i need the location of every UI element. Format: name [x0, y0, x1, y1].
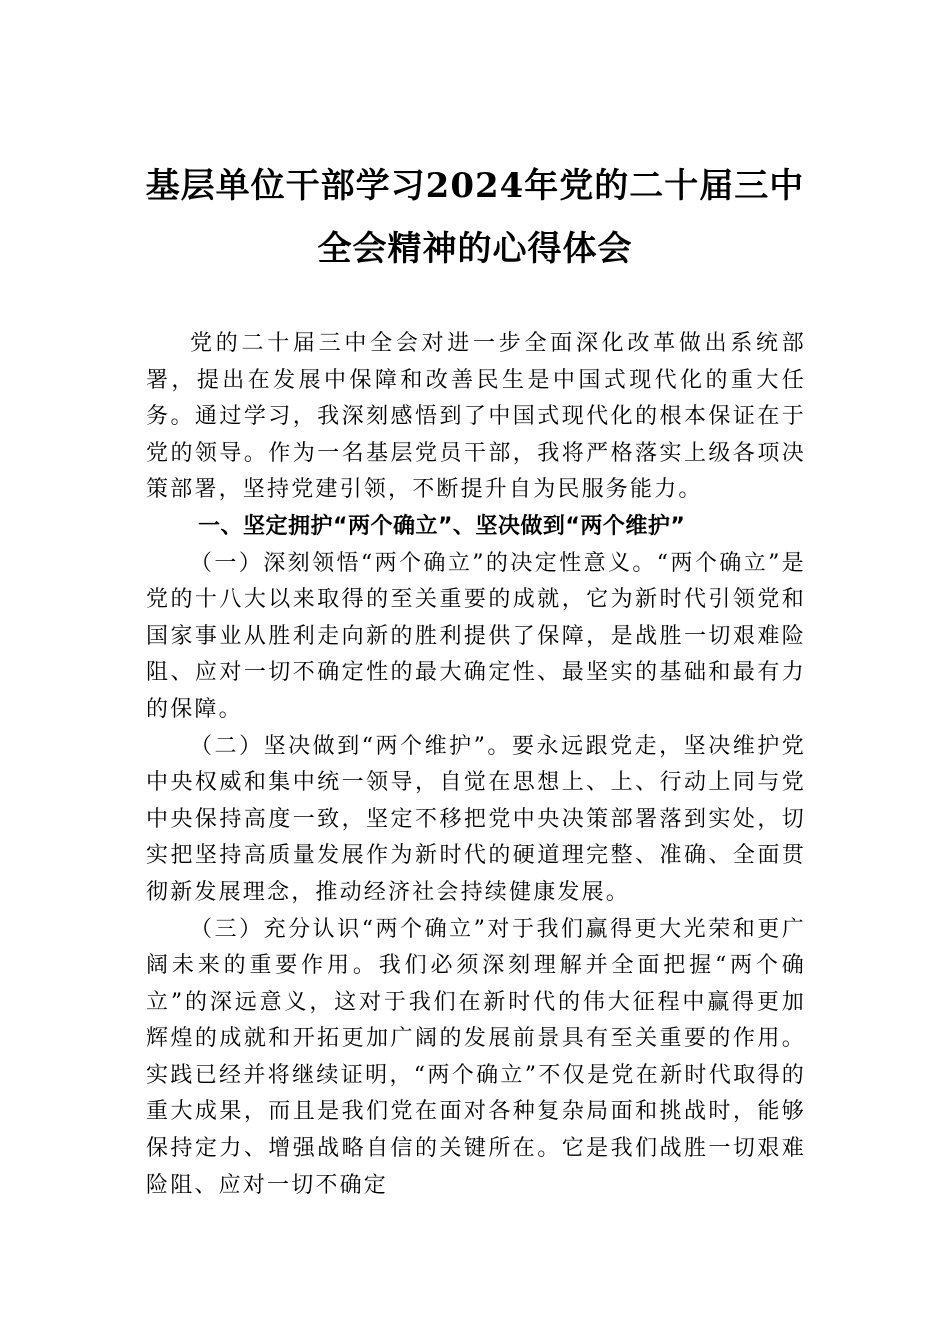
paragraph-3: （三）充分认识“两个确立”对于我们赢得更大光荣和更广阔未来的重要作用。我们必须深刻理解并全面把握“两个确立”的深远意义，这对于我们在新时代的伟大征程中赢得更加辉煌的成就和开拓更加广阔的发展前景具有至关重要的作用。实践已经并将继续证明，“两个确立”不仅是党在新时代取得的重大成果，而且是我们党在面对各种复杂局面和挑战时，能够保持定力、增强战略自信的关键所在。它是我们战胜一切艰难险阻、应对一切不确定 [146, 916, 806, 1198]
paragraph-2: （二）坚决做到“两个维护”。要永远跟党走，坚决维护党中央权威和集中统一领导，自觉在思想上、上、行动上同与党中央保持高度一致，坚定不移把党中央决策部署落到实处，切实把坚持高质量发展作为新时代的硬道理完整、准确、全面贯彻新发展理念，推动经济社会持续健康发展。 [146, 733, 806, 905]
section-heading-1: 一、坚定拥护“两个确立”、坚决做到“两个维护” [198, 513, 686, 539]
document-title-line1: 基层单位干部学习2024年党的二十届三中 [145, 166, 805, 206]
document-title-line2: 全会精神的心得体会 [317, 229, 633, 269]
intro-paragraph: 党的二十届三中全会对进一步全面深化改革做出系统部署，提出在发展中保障和改善民生是中国式现代化的重大任务。通过学习，我深刻感悟到了中国式现代化的根本保证在于党的领导。作为一名基层党员干部，我将严格落实上级各项决策部署，坚持党建引领，不断提升自为民服务能力。 [146, 331, 806, 503]
paragraph-1: （一）深刻领悟“两个确立”的决定性意义。“两个确立”是党的十八大以来取得的至关重要的成就，它为新时代引领党和国家事业从胜利走向新的胜利提供了保障，是战胜一切艰难险阻、应对一切不确定性的最大确定性、最坚实的基础和最有力的保障。 [146, 550, 806, 722]
document-body [146, 326, 806, 1204]
